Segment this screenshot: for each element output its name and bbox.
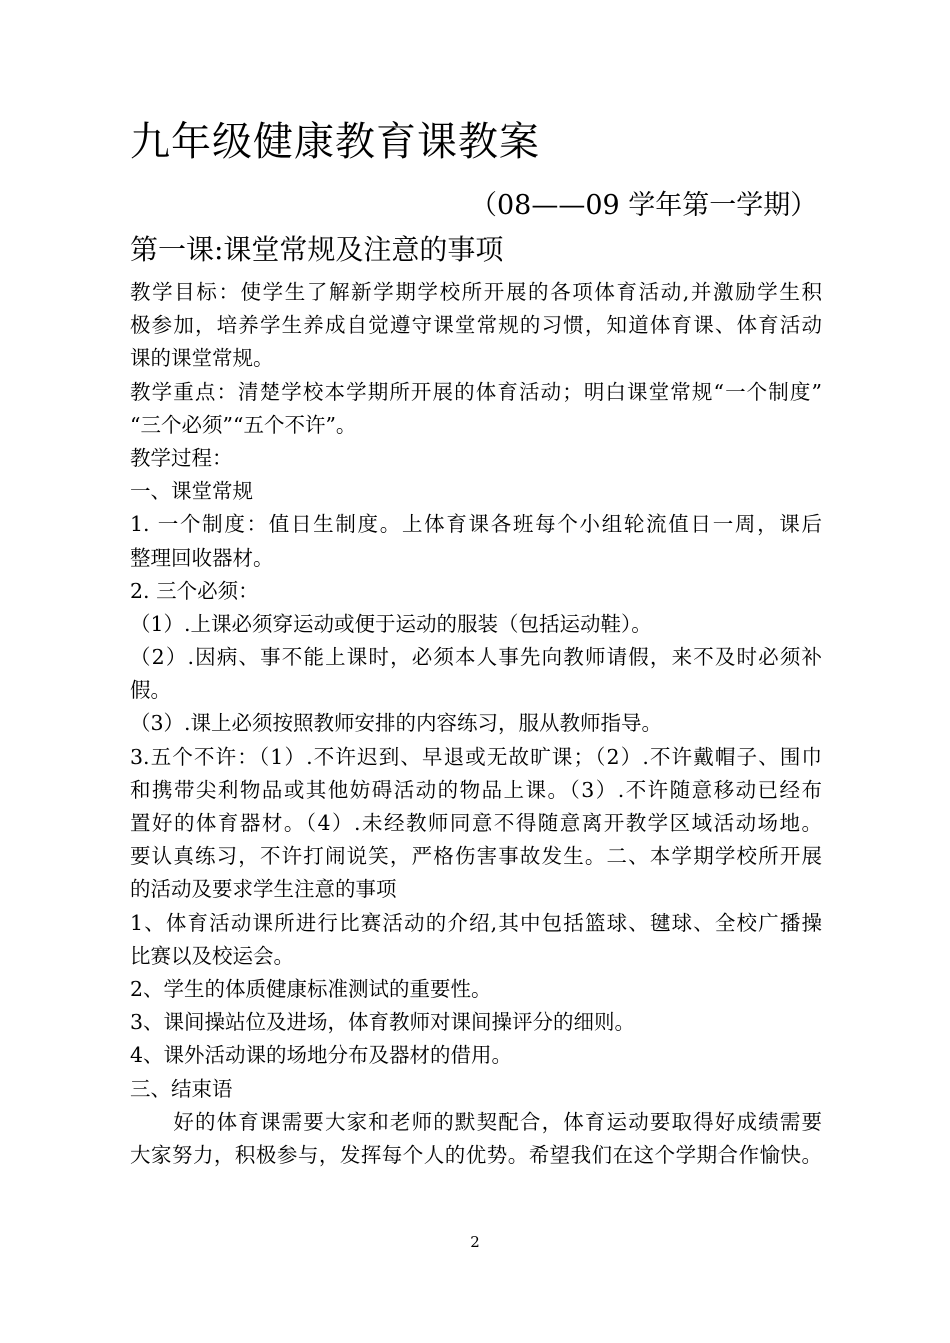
section-heading: 一、课堂常规: [130, 479, 253, 504]
body-line: 比赛以及校运会。: [130, 943, 294, 968]
body-line: “三个必须”“五个不许”。: [130, 412, 357, 437]
school-term-subtitle: （08——09 学年第一学期）: [470, 190, 818, 221]
lesson-body: [130, 276, 822, 1172]
body-line: 2. 三个必须：: [130, 578, 259, 603]
body-line: 的活动及要求学生注意的事项: [130, 877, 397, 902]
body-line: 1. 一个制度：值日生制度。上体育课各班每个小组轮流值日一周，课后: [130, 512, 822, 537]
body-line: 3.五个不许：（1）.不许迟到、早退或无故旷课；（2）.不许戴帽子、围巾: [130, 744, 822, 769]
page-number: 2: [470, 1233, 480, 1251]
body-line: 3、课间操站位及进场，体育教师对课间操评分的细则。: [130, 1010, 636, 1035]
body-line: 1、体育活动课所进行比赛活动的介绍,其中包括篮球、毽球、全校广播操: [130, 910, 822, 935]
body-line: （1）.上课必须穿运动或便于运动的服装（包括运动鞋）。: [130, 611, 652, 636]
body-line: 2、学生的体质健康标准测试的重要性。: [130, 976, 492, 1001]
body-line: 和携带尖利物品或其他妨碍活动的物品上课。（3）.不许随意移动已经布: [130, 777, 822, 802]
body-line: 好的体育课需要大家和老师的默契配合，体育运动要取得好成绩需要: [130, 1109, 822, 1134]
body-line: 教学目标：使学生了解新学期学校所开展的各项体育活动,并激励学生积: [130, 280, 822, 304]
body-line: 课的课堂常规。: [130, 346, 274, 371]
document-title: 九年级健康教育课教案: [130, 119, 540, 165]
body-line: 教学重点：清楚学校本学期所开展的体育活动；明白课堂常规“一个制度”: [130, 379, 822, 404]
body-line: （2）.因病、事不能上课时，必须本人事先向教师请假，来不及时必须补: [130, 645, 822, 670]
body-line: 4、课外活动课的场地分布及器材的借用。: [130, 1043, 513, 1068]
body-line: 极参加，培养学生养成自觉遵守课堂常规的习惯，知道体育课、体育活动: [130, 313, 822, 338]
body-line: 整理回收器材。: [130, 545, 274, 570]
section-heading: 三、结束语: [130, 1076, 233, 1101]
body-line: 教学过程：: [130, 445, 233, 470]
body-line: 大家努力，积极参与，发挥每个人的优势。希望我们在这个学期合作愉快。: [130, 1142, 822, 1167]
body-line: 假。: [130, 678, 171, 703]
lesson-title: 第一课:课堂常规及注意的事项: [130, 233, 504, 266]
body-line: （3）.课上必须按照教师安排的内容练习，服从教师指导。: [130, 711, 663, 736]
body-line: 置好的体育器材。（4）.未经教师同意不得随意离开教学区域活动场地。: [130, 811, 822, 835]
body-line: 要认真练习，不许打闹说笑，严格伤害事故发生。二、本学期学校所开展: [130, 844, 822, 869]
